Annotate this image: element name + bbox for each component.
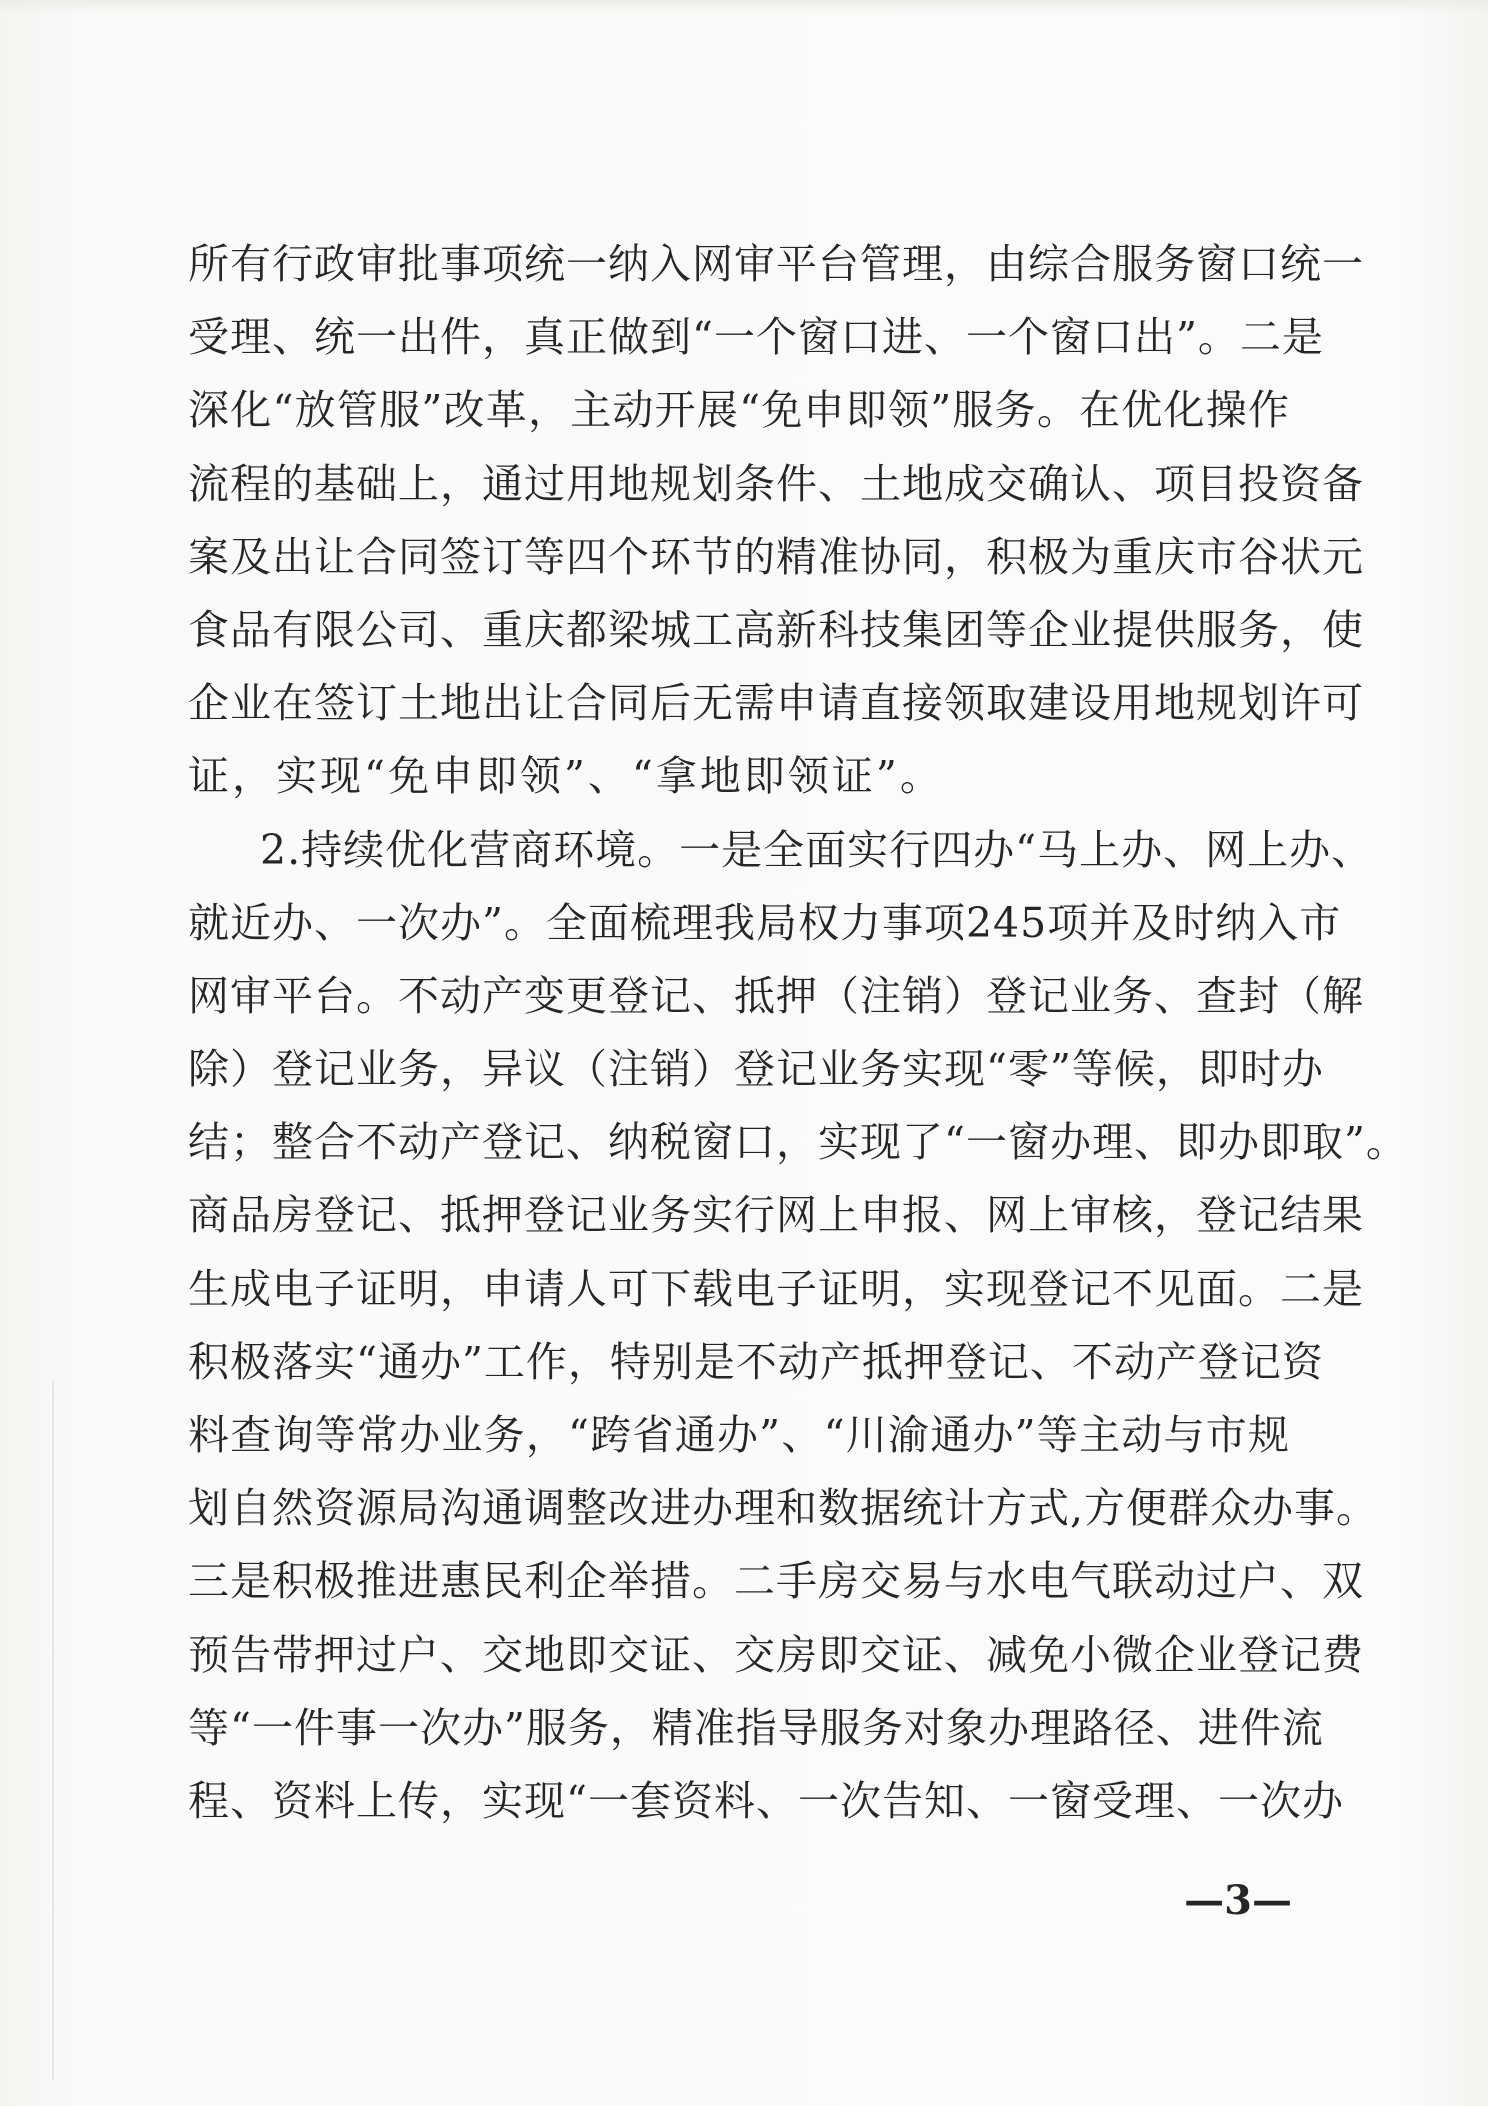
text-line: 等“一件事一次办”服务，精准指导服务对象办理路径、进件流 — [188, 1703, 1324, 1752]
text-line: 三是积极推进惠民利企举措。二手房交易与水电气联动过户、双 — [188, 1557, 1364, 1606]
page-number: —3— — [1184, 1877, 1292, 1924]
text-line: 生成电子证明，申请人可下载电子证明，实现登记不见面。二是 — [188, 1264, 1364, 1313]
scan-shadow-top — [0, 0, 1488, 14]
text-line: 食品有限公司、重庆都梁城工高新科技集团等企业提供服务，使 — [188, 605, 1364, 654]
text-line: 商品房登记、抵押登记业务实行网上申报、网上审核，登记结果 — [188, 1191, 1364, 1240]
text-line: 所有行政审批事项统一纳入网审平台管理，由综合服务窗口统一 — [188, 240, 1364, 288]
text-line: 料查询等常办业务，“跨省通办”、“川渝通办”等主动与市规 — [188, 1411, 1290, 1459]
text-line: 除）登记业务，异议（注销）登记业务实现“零”等候，即时办 — [188, 1045, 1324, 1094]
text-line: 流程的基础上，通过用地规划条件、土地成交确认、项目投资备 — [188, 459, 1364, 508]
text-line: 案及出让合同签订等四个环节的精准协同，积极为重庆市谷状元 — [188, 532, 1364, 581]
text-line: 就近办、一次办”。全面梳理我局权力事项245项并及时纳入市 — [188, 898, 1342, 947]
text-line: 结；整合不动产登记、纳税窗口，实现了“一窗办理、即办即取”。 — [188, 1118, 1408, 1167]
text-line: 网审平台。不动产变更登记、抵押（注销）登记业务、查封（解 — [188, 971, 1364, 1020]
text-line: 积极落实“通办”工作，特别是不动产抵押登记、不动产登记资 — [188, 1337, 1324, 1386]
text-line: 预告带押过户、交地即交证、交房即交证、减免小微企业登记费 — [188, 1630, 1364, 1679]
text-line: 受理、统一出件，真正做到“一个窗口进、一个窗口出”。二是 — [188, 313, 1324, 362]
scan-shadow-left — [52, 1380, 54, 2080]
text-line: 证，实现“免申即领”、“拿地即领证”。 — [188, 752, 944, 801]
text-line: 企业在签订土地出让合同后无需申请直接领取建设用地规划许可 — [188, 679, 1364, 728]
text-line: 程、资料上传，实现“一套资料、一次告知、一窗受理、一次办 — [188, 1776, 1344, 1825]
text-line: 深化“放管服”改革，主动开展“免申即领”服务。在优化操作 — [188, 386, 1290, 435]
body-text — [188, 228, 1408, 1838]
section-heading-line: 2.持续优化营商环境。一是全面实行四办“马上办、网上办、 — [260, 825, 1374, 874]
text-line: 划自然资源局沟通调整改进办理和数据统计方式,方便群众办事。 — [188, 1484, 1379, 1533]
